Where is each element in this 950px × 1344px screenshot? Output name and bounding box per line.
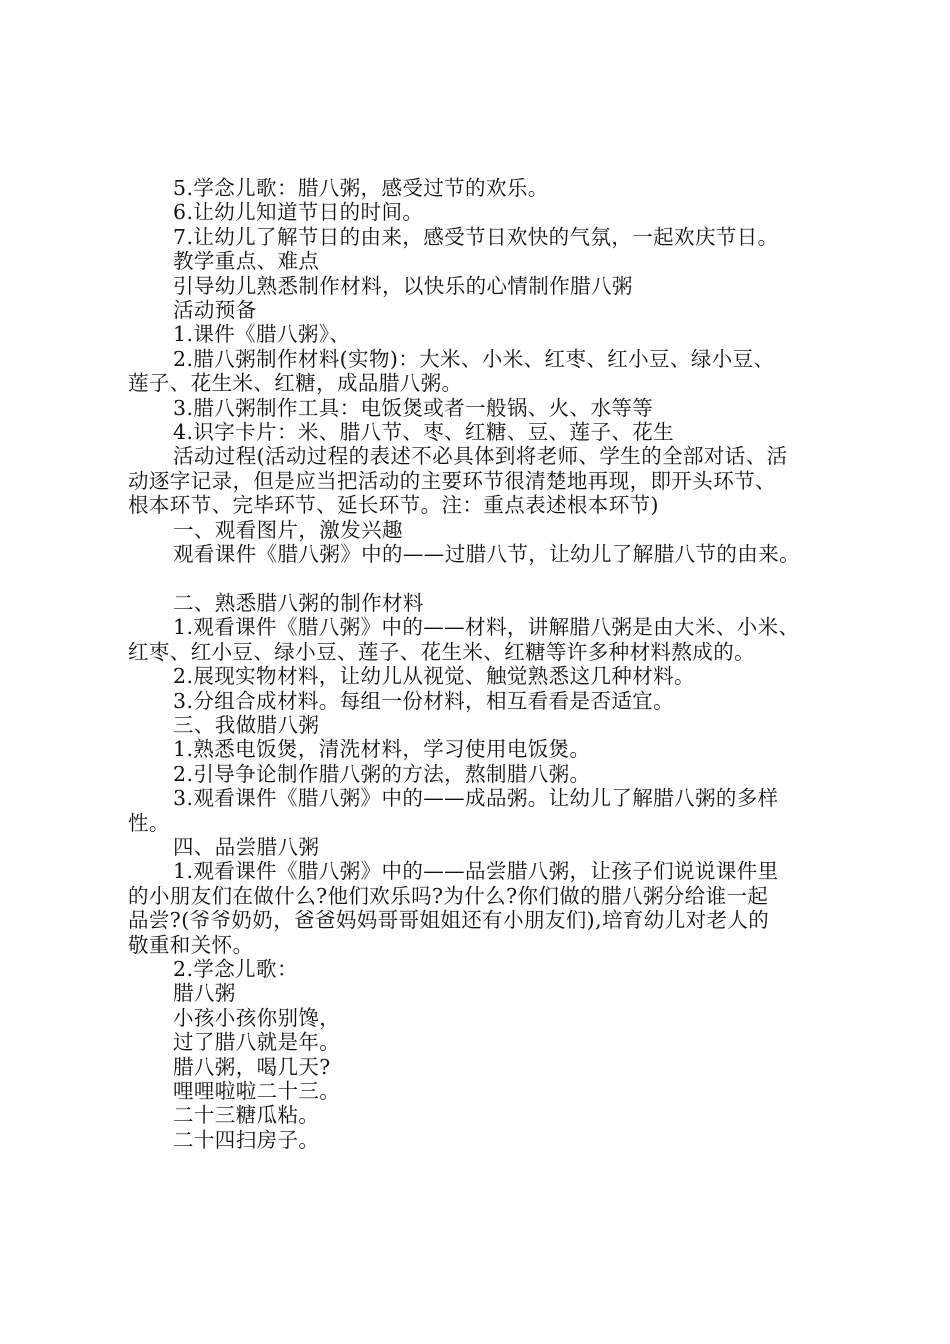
section-heading: 二、熟悉腊八粥的制作材料 [173, 590, 424, 615]
text-line: 引导幼儿熟悉制作材料，以快乐的心情制作腊八粥 [173, 273, 633, 298]
section-heading: 四、品尝腊八粥 [173, 834, 320, 859]
poem-line: 小孩小孩你别馋， [173, 1005, 341, 1030]
text-line: 的小朋友们在做什么?他们欢乐吗?为什么?你们做的腊八粥分给谁一起 [128, 883, 769, 908]
text-line: 活动过程(活动过程的表述不必具体到将老师、学生的全部对话、活 [173, 444, 788, 469]
text-line: 1.熟悉电饭煲，清洗材料，学习使用电饭煲。 [173, 737, 591, 762]
text-line: 1.观看课件《腊八粥》中的——材料，讲解腊八粥是由大米、小米、 [173, 615, 800, 640]
text-line: 1.观看课件《腊八粥》中的——品尝腊八粥，让孩子们说说课件里 [173, 859, 779, 884]
poem-title: 腊八粥 [173, 981, 236, 1006]
poem-line: 过了腊八就是年。 [173, 1030, 341, 1055]
text-line: 敬重和关怀。 [128, 932, 254, 957]
text-line: 5.学念儿歌：腊八粥，感受过节的欢乐。 [173, 176, 549, 200]
text-line: 3.分组合成材料。每组一份材料，相互看看是否适宜。 [173, 688, 675, 713]
text-line: 3.腊八粥制作工具：电饭煲或者一般锅、火、水等等 [173, 395, 654, 420]
text-line: 动逐字记录，但是应当把活动的主要环节很清楚地再现，即开头环节、 [128, 468, 776, 493]
poem-line: 腊八粥，喝几天? [173, 1054, 331, 1079]
section-heading: 三、我做腊八粥 [173, 712, 320, 737]
text-line: 3.观看课件《腊八粥》中的——成品粥。让幼儿了解腊八粥的多样 [173, 786, 779, 811]
text-line: 性。 [128, 810, 170, 835]
text-line: 2.引导争论制作腊八粥的方法，熬制腊八粥。 [173, 761, 591, 786]
text-line: 2.展现实物材料，让幼儿从视觉、触觉熟悉这几种材料。 [173, 664, 695, 689]
text-line: 根本环节、完毕环节、延长环节。注：重点表述根本环节) [128, 493, 659, 518]
section-heading: 一、观看图片，激发兴趣 [173, 517, 403, 542]
poem-line: 哩哩啦啦二十三。 [173, 1079, 341, 1104]
section-heading: 活动预备 [173, 298, 257, 323]
text-line: 品尝?(爷爷奶奶，爸爸妈妈哥哥姐姐还有小朋友们),培育幼儿对老人的 [128, 908, 770, 933]
blank-line [128, 567, 848, 591]
text-line: 7.让幼儿了解节日的由来，感受节日欢快的气氛，一起欢庆节日。 [173, 224, 779, 249]
poem-line: 二十四扫房子。 [173, 1127, 320, 1152]
poem-line: 二十三糖瓜粘。 [173, 1103, 320, 1128]
text-line: 6.让幼儿知道节日的时间。 [173, 200, 424, 225]
text-line: 1.课件《腊八粥》、 [173, 322, 351, 347]
document-body [128, 176, 848, 1152]
section-heading: 教学重点、难点 [173, 249, 320, 274]
text-line: 观看课件《腊八粥》中的——过腊八节，让幼儿了解腊八节的由来。 [173, 542, 800, 567]
text-line: 2.学念儿歌： [173, 956, 298, 981]
text-line: 红枣、红小豆、绿小豆、莲子、花生米、红糖等许多种材料熬成的。 [128, 639, 755, 664]
text-line: 2.腊八粥制作材料(实物)：大米、小米、红枣、红小豆、绿小豆、 [173, 346, 775, 371]
text-line: 4.识字卡片：米、腊八节、枣、红糖、豆、莲子、花生 [173, 420, 675, 445]
text-line: 莲子、花生米、红糖，成品腊八粥。 [128, 371, 463, 396]
